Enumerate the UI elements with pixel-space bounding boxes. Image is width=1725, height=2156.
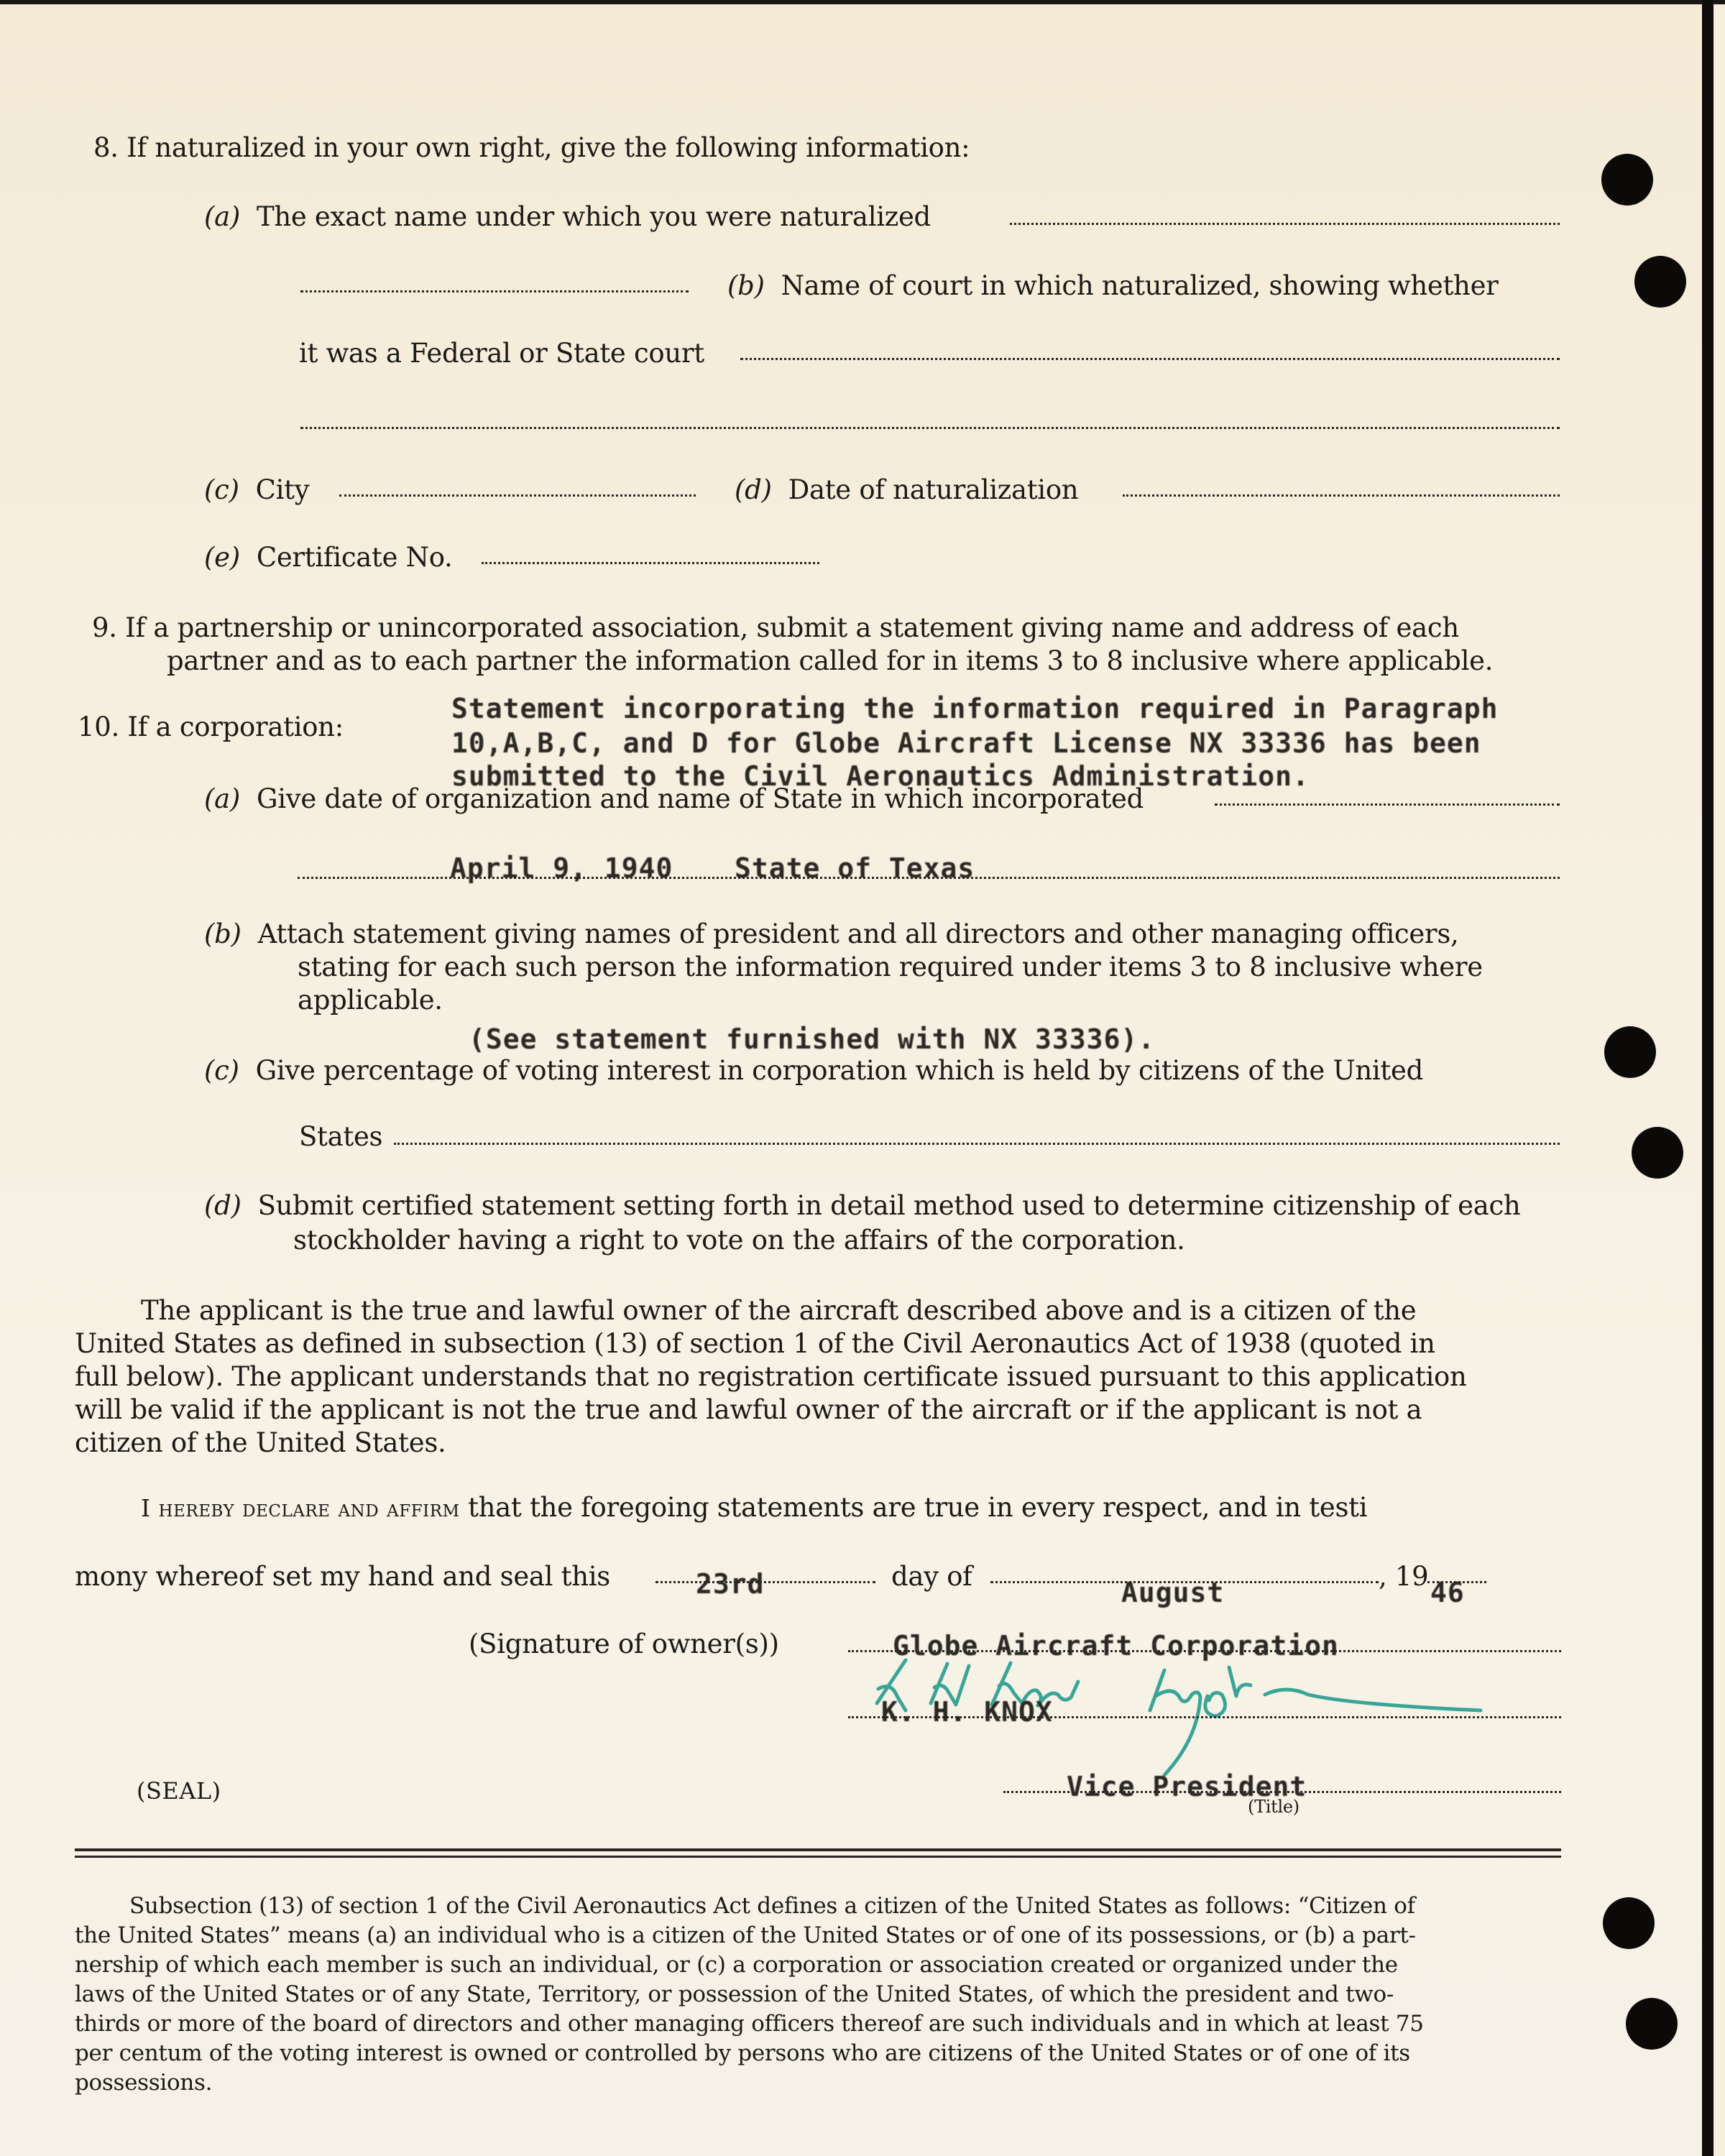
court-field-cont[interactable] <box>300 427 1560 429</box>
sub-label: (a) <box>204 783 241 814</box>
typed-owner-name: Globe Aircraft Corporation <box>893 1630 1339 1662</box>
certificate-number-field[interactable] <box>482 562 819 564</box>
item8-d <box>735 474 1078 506</box>
item-text: If a corporation: <box>127 711 344 742</box>
seal-label: (SEAL) <box>137 1777 221 1805</box>
item-text: partner and as to each partner the information called for in items 3 to 8 inclusive where applicable. <box>167 645 1494 676</box>
sub-label: (d) <box>735 474 772 505</box>
item-text: If naturalized in your own right, give the following information: <box>126 132 970 163</box>
divider-rule <box>75 1848 1561 1851</box>
punch-hole-icon <box>1603 1897 1655 1949</box>
typed-title: Vice President <box>1067 1771 1307 1802</box>
sub-text: Date of naturalization <box>788 474 1079 505</box>
day-of-label: day of <box>891 1561 972 1592</box>
footnote-line7: possessions. <box>75 2070 213 2096</box>
sub-text: Attach statement giving names of president and all directors and other managing officers, <box>257 918 1459 949</box>
typed-year: 46 <box>1430 1577 1465 1608</box>
footnote-line1: Subsection (13) of section 1 of the Civil Aeronautics Act defines a citizen of the United States as follows: “Citizen of <box>129 1893 1415 1919</box>
scan-edge-right <box>1702 0 1714 2156</box>
footnote-line6: per centum of the voting interest is owned or controlled by persons who are citizens of the United States or of one of its <box>75 2040 1410 2066</box>
sub-label: (e) <box>204 542 240 573</box>
sub-label: (c) <box>204 1055 239 1086</box>
item10-b-line2: stating for each such person the information required under items 3 to 8 inclusive where <box>298 952 1483 982</box>
affirmation-line1 <box>141 1492 1367 1524</box>
typed-incorporation-state: State of Texas <box>735 852 975 884</box>
punch-hole-icon <box>1632 1127 1683 1179</box>
sub-text: Give percentage of voting interest in corporation which is held by citizens of the United <box>255 1055 1423 1086</box>
sub-label: (b) <box>727 270 765 301</box>
typed-see-statement: (See statement furnished with NX 33336). <box>469 1023 1156 1055</box>
footnote-line5: thirds or more of the board of directors and other managing officers thereof are such individuals and in which at least 75 <box>75 2011 1424 2037</box>
voting-percentage-field[interactable] <box>394 1143 1560 1145</box>
sub-text: The exact name under which you were naturalized <box>256 201 931 232</box>
item8-heading <box>93 132 970 164</box>
punch-hole-icon <box>1601 154 1653 206</box>
incorporation-field[interactable] <box>1215 803 1560 806</box>
sub-text: Certificate No. <box>256 542 453 573</box>
punch-hole-icon <box>1634 256 1686 308</box>
typed-incorporation-date: April 9, 1940 <box>450 852 673 884</box>
punch-hole-icon <box>1604 1026 1656 1078</box>
typed-month: August <box>1121 1577 1225 1608</box>
sub-text: Give date of organization and name of State in which incorporated <box>256 783 1144 814</box>
divider-rule <box>75 1856 1561 1858</box>
item10-d-line1 <box>204 1190 1520 1222</box>
affirmation-caps: I hereby declare and affirm <box>141 1494 460 1522</box>
typed-note-line1: Statement incorporating the information required in Paragraph <box>451 693 1499 724</box>
punch-hole-icon <box>1626 1998 1678 2050</box>
court-field[interactable] <box>740 358 1560 360</box>
item10-c-line2: States <box>299 1121 383 1152</box>
item10-a <box>204 783 1144 815</box>
declaration-line4: will be valid if the applicant is not the true and lawful owner of the aircraft or if the applicant is not a <box>75 1394 1422 1425</box>
item10-b-line3: applicable. <box>298 985 443 1015</box>
sub-text: Submit certified statement setting forth in detail method used to determine citizenship of each <box>257 1190 1521 1221</box>
item8-b-cont <box>299 338 704 369</box>
item-text: If a partnership or unincorporated association, submit a statement giving name and address of each <box>125 612 1459 643</box>
item-number: 9. <box>92 612 117 643</box>
sub-label: (d) <box>204 1190 242 1221</box>
typed-day: 23rd <box>696 1568 765 1600</box>
item9-line2 <box>167 645 1493 677</box>
affirmation-text: that the foregoing statements are true in every respect, and in testi <box>468 1492 1368 1523</box>
item8-c <box>204 474 309 506</box>
city-field[interactable] <box>339 494 696 497</box>
title-caption: (Title) <box>1248 1797 1300 1817</box>
declaration-line3: full below). The applicant understands that no registration certificate issued pursuant to this application <box>75 1361 1467 1392</box>
sub-label: (c) <box>204 474 239 505</box>
item9-line1 <box>92 612 1459 644</box>
footnote-line3: nership of which each member is such an individual, or (c) a corporation or association created or organized under the <box>75 1952 1398 1978</box>
item8-b <box>727 270 1499 302</box>
sub-text: it was a Federal or State court <box>299 338 704 369</box>
item10-c-line1 <box>204 1055 1423 1087</box>
typed-note-line2: 10,A,B,C, and D for Globe Aircraft License NX 33336 has been <box>451 727 1481 759</box>
item8-e <box>204 542 453 573</box>
year-prefix: , 19 <box>1379 1561 1429 1592</box>
declaration-line2: United States as defined in subsection (13) of section 1 of the Civil Aeronautics Act of 1938 (quoted in <box>75 1328 1435 1359</box>
footnote-line4: laws of the United States or of any State, Territory, or possession of the United States, of which the president and two- <box>75 1981 1394 2007</box>
item10-b-line1 <box>204 918 1458 950</box>
item10-d-line2: stockholder having a right to vote on the affairs of the corporation. <box>293 1225 1185 1256</box>
item8-a <box>204 201 931 233</box>
footnote-line2: the United States” means (a) an individual who is a citizen of the United States or of one of its possessions, or (b) a part- <box>75 1922 1416 1948</box>
typed-note-line3: submitted to the Civil Aeronautics Administration. <box>451 760 1310 792</box>
declaration-line1: The applicant is the true and lawful owner of the aircraft described above and is a citizen of the <box>141 1295 1417 1326</box>
sub-text: Name of court in which naturalized, showing whether <box>781 270 1499 301</box>
day-field[interactable] <box>656 1581 875 1583</box>
sub-label: (a) <box>204 201 241 232</box>
declaration-line5: citizen of the United States. <box>75 1427 446 1458</box>
affirmation-line2: mony whereof set my hand and seal this <box>75 1561 610 1592</box>
scan-edge-top <box>0 0 1725 4</box>
naturalized-name-field-cont[interactable] <box>300 290 689 292</box>
naturalization-date-field[interactable] <box>1123 494 1560 497</box>
item10-heading <box>78 711 344 743</box>
item-number: 10. <box>78 711 119 742</box>
naturalized-name-field[interactable] <box>1010 223 1560 225</box>
sub-label: (b) <box>204 918 242 949</box>
item-number: 8. <box>93 132 119 163</box>
sub-text: City <box>255 474 310 505</box>
typed-signer-name: K. H. KNOX <box>881 1696 1053 1728</box>
signature-label: (Signature of owner(s)) <box>469 1628 779 1659</box>
